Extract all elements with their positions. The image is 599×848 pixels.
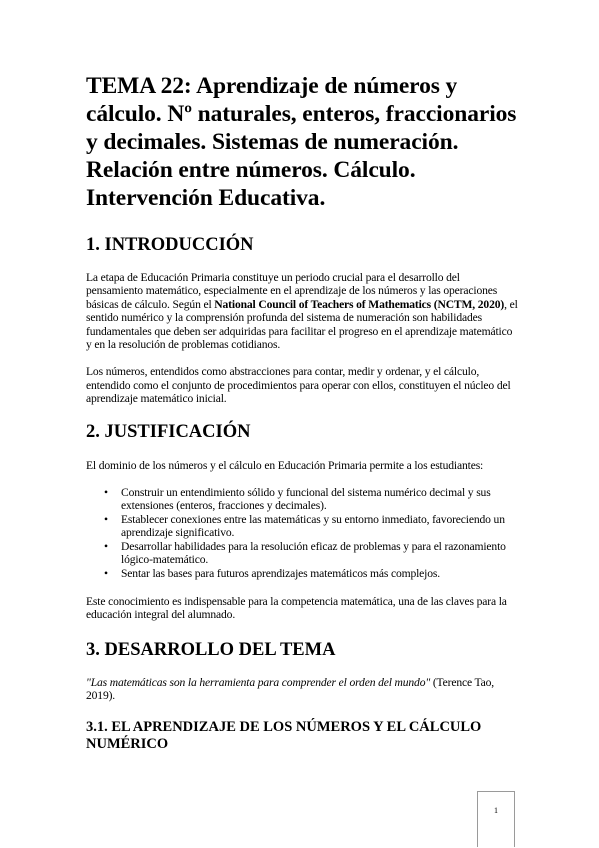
list-item-text: Establecer conexiones entre las matemáticas y su entorno inmediato, favoreciendo un aprendizaje significativo.	[121, 512, 505, 540]
quote-text: "Las matemáticas son la herramienta para comprender el orden del mundo"	[86, 675, 431, 689]
intro-paragraph-2: Los números, entendidos como abstracciones para contar, medir y ordenar, y el cálculo, entendido como el conjunto de procedimientos para operar con ellos, constituyen el núcleo del aprendizaje matemático inicial.	[86, 365, 511, 406]
page-number-box	[477, 791, 515, 847]
page-content	[86, 72, 518, 753]
bullet-icon: •	[104, 512, 108, 526]
justification-closing: Este conocimiento es indispensable para la competencia matemática, una de las claves para la educación integral del alumnado.	[86, 594, 507, 622]
list-item	[86, 513, 518, 540]
nctm-reference: National Council of Teachers of Mathematics (NCTM, 2020)	[214, 297, 505, 311]
quote-attribution: (Terence Tao, 2019).	[86, 675, 495, 703]
bullet-icon: •	[104, 566, 108, 580]
page-number: 1	[494, 806, 498, 815]
list-item	[86, 567, 518, 580]
list-item-text: Construir un entendimiento sólido y funcional del sistema numérico decimal y sus extensiones (enteros, fracciones y decimales).	[121, 486, 491, 513]
bullet-icon: •	[104, 539, 108, 553]
list-item-text: Desarrollar habilidades para la resolución eficaz de problemas y para el razonamiento lógico-matemático.	[121, 539, 506, 567]
intro-paragraph-1-text-a: La etapa de Educación Primaria constituye un periodo crucial para el desarrollo del pensamiento matemático, especialmente en el aprendizaje de los números y las operaciones básicas de cálculo. Según el	[86, 271, 498, 311]
list-item	[86, 486, 518, 513]
heading-subsection-3-1: 3.1. EL APRENDIZAJE DE LOS NÚMEROS Y EL CÁLCULO NUMÉRICO	[86, 718, 482, 752]
justification-list	[86, 486, 518, 580]
quote-paragraph	[86, 676, 518, 703]
list-item	[86, 540, 518, 567]
intro-paragraph-1-text-b: , el sentido numérico y la comprensión profunda del sistema de numeración son habilidades fundamentales que deben ser adquiridas para facilitar el progreso en el aprendizaje matemático y en la resolución de problemas cotidianos.	[86, 297, 518, 352]
intro-paragraph-1	[86, 271, 518, 351]
document-title: TEMA 22: Aprendizaje de números y cálculo. Nº naturales, enteros, fraccionarios y decimales. Sistemas de numeración. Relación entre números. Cálculo. Intervención Educativa.	[86, 73, 517, 211]
heading-justificacion: 2. JUSTIFICACIÓN	[86, 421, 251, 442]
heading-desarrollo: 3. DESARROLLO DEL TEMA	[86, 639, 336, 660]
heading-introduccion: 1. INTRODUCCIÓN	[86, 235, 254, 255]
list-item-text: Sentar las bases para futuros aprendizajes matemáticos más complejos.	[121, 566, 440, 580]
justification-lead: El dominio de los números y el cálculo en Educación Primaria permite a los estudiantes:	[86, 458, 484, 472]
bullet-icon: •	[104, 486, 108, 500]
